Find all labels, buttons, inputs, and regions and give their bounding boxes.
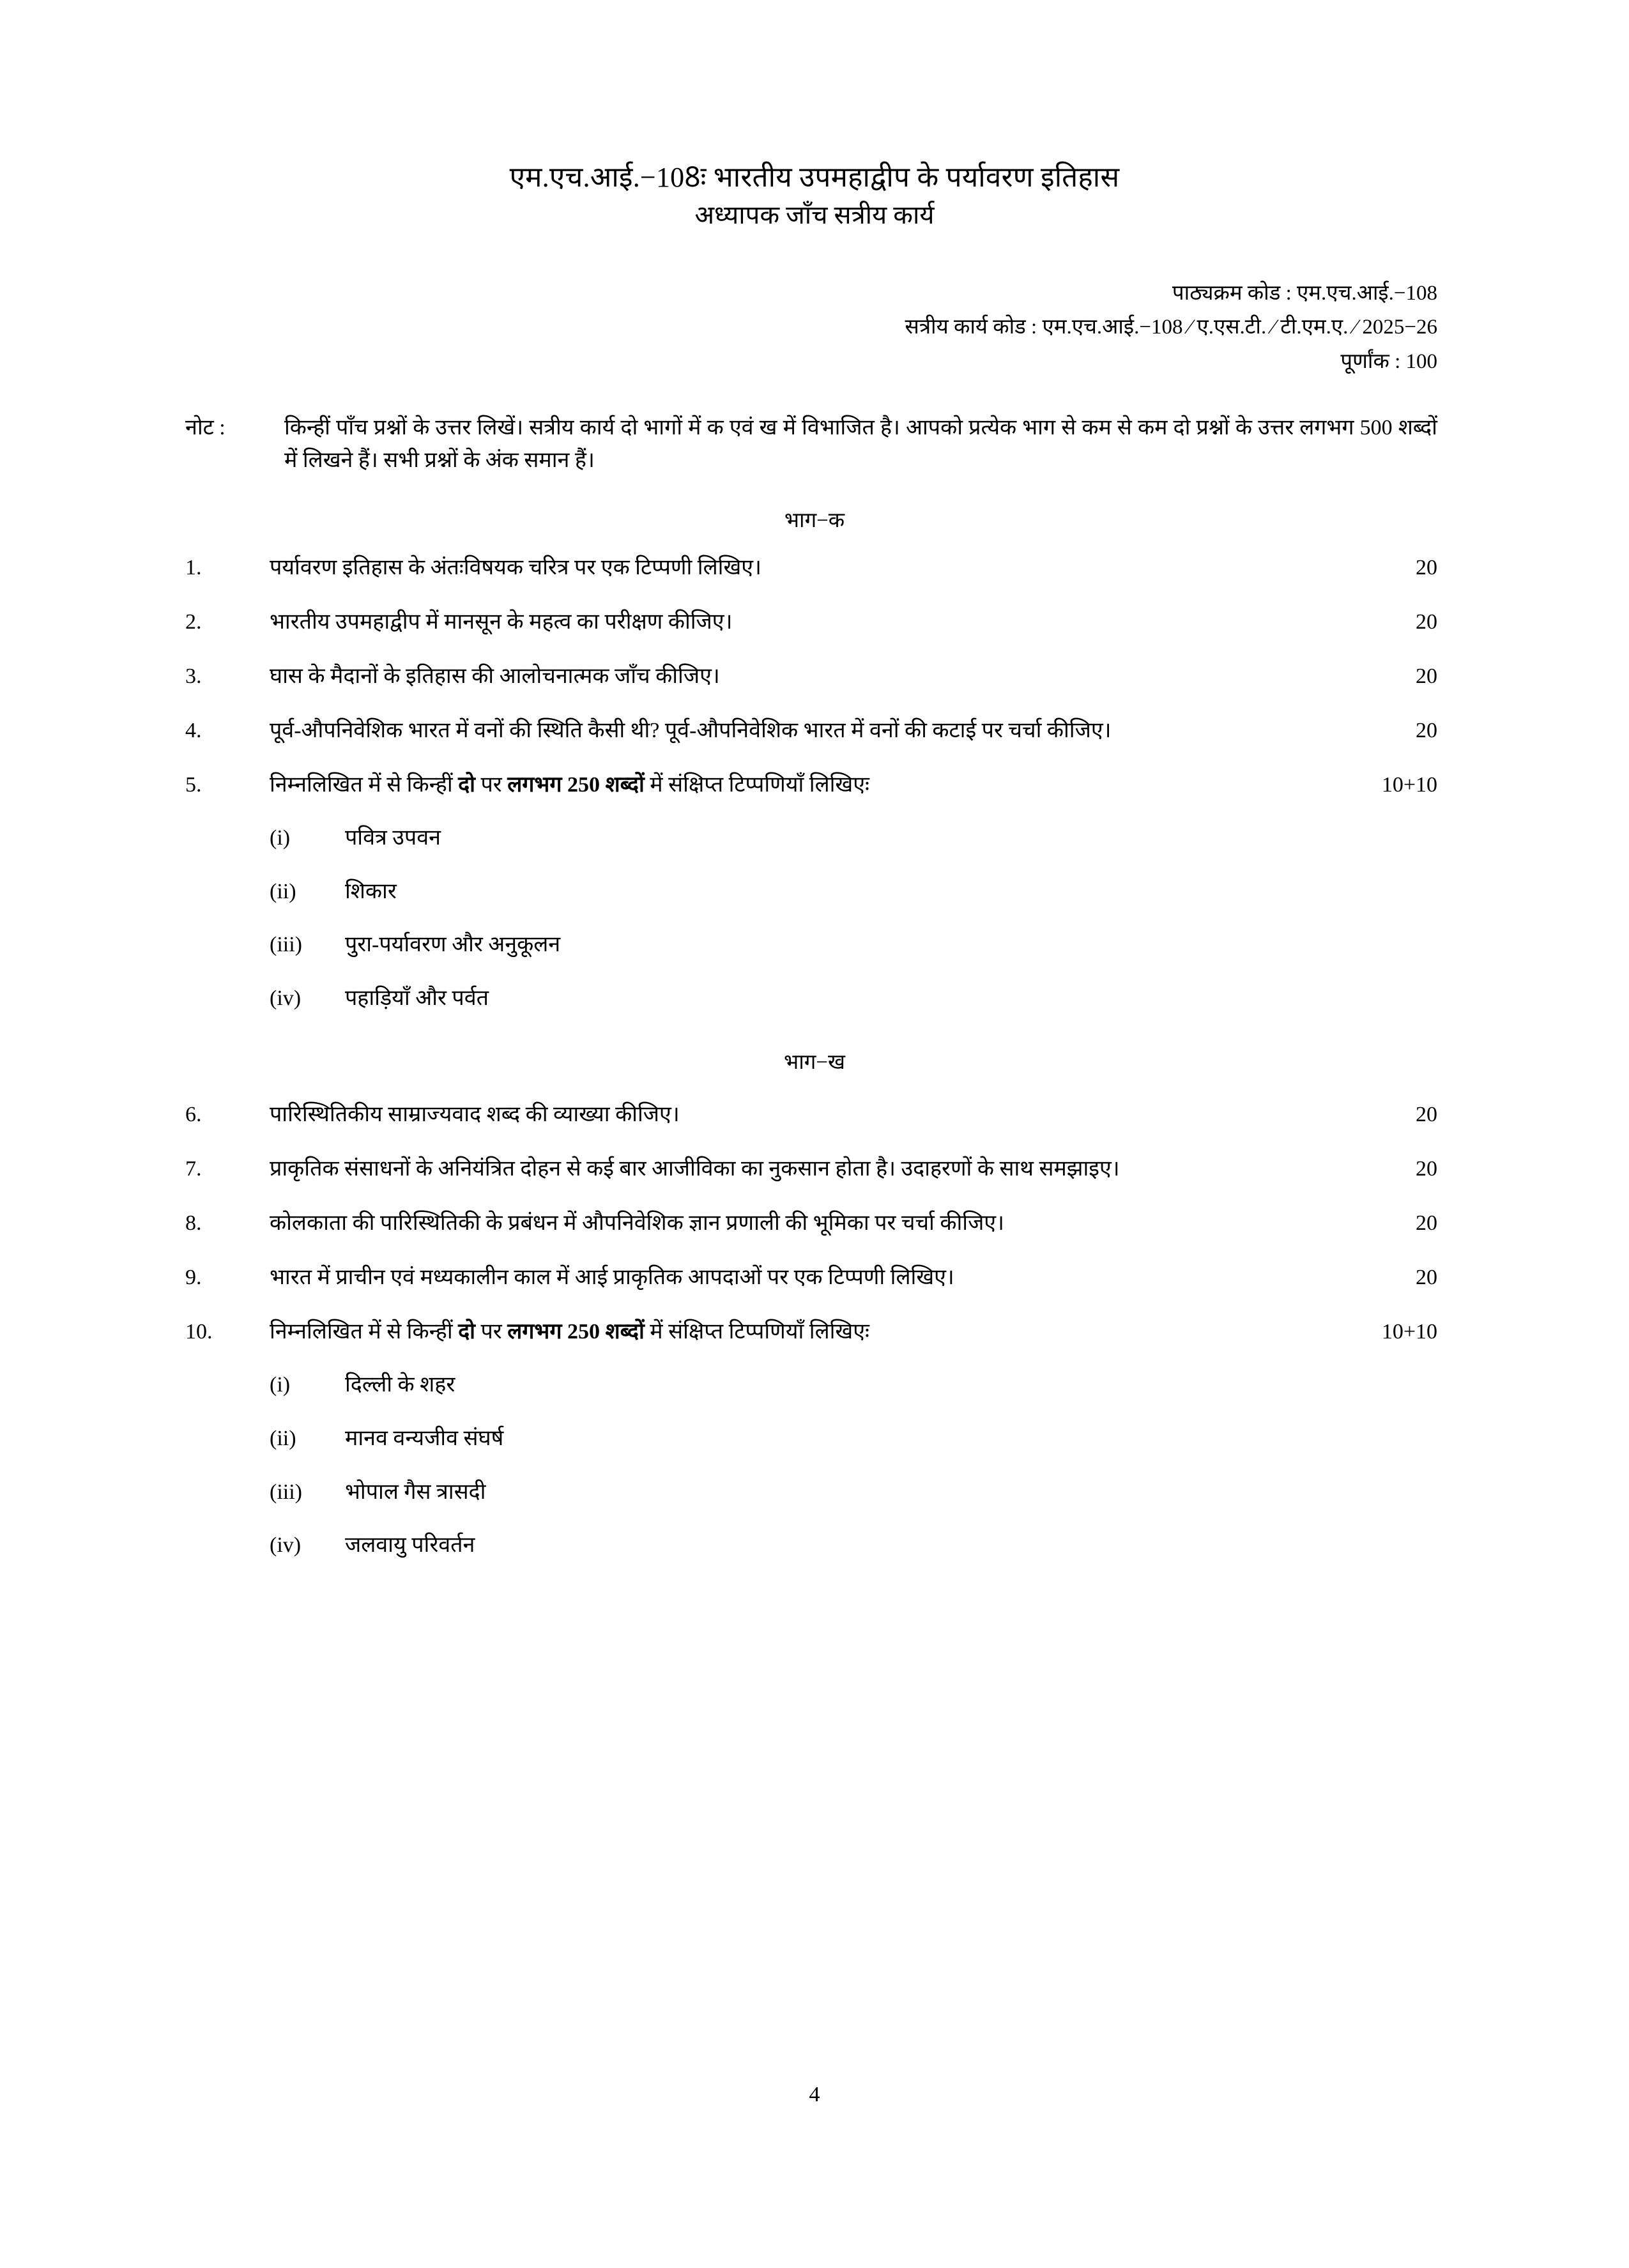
subitem-text: मानव वन्यजीव संघर्ष <box>345 1426 504 1450</box>
question-number: 5. <box>185 772 202 797</box>
question-text-span: पर <box>475 1320 508 1344</box>
course-code-block <box>0 277 1629 379</box>
question-number: 1. <box>185 555 202 579</box>
question-row <box>185 769 1437 801</box>
page-number: 4 <box>809 2083 820 2106</box>
question-number: 7. <box>185 1157 202 1181</box>
question-marks: 20 <box>1416 555 1437 579</box>
question-text <box>270 1098 1361 1131</box>
question-subitem <box>185 930 1437 960</box>
total-marks-line: पूर्णांक : 100 <box>1340 349 1437 373</box>
question-subitem-list <box>185 1370 1437 1560</box>
question-marks: 10+10 <box>1381 1320 1437 1344</box>
note-text: किन्हीं पाँच प्रश्नों के उत्तर लिखें। सत्रीय कार्य दो भागों में क एवं ख में विभाजित है। आपको प्रत्येक भाग से कम से कम दो प्रश्नों के उत्तर लगभग 500 शब्दों में लिखने हैं। सभी प्रश्नों के अंक समान हैं। <box>284 416 1437 472</box>
question-marks: 20 <box>1416 664 1437 688</box>
question-text-span: पर्यावरण इतिहास के अंतःविषयक चरित्र पर एक टिप्पणी लिखिए। <box>270 555 761 579</box>
question-number: 2. <box>185 609 202 634</box>
question-subitem <box>185 1370 1437 1400</box>
question-text <box>270 551 1361 584</box>
question-text <box>270 1261 1361 1294</box>
question-number: 6. <box>185 1103 202 1127</box>
question-subitem <box>185 983 1437 1014</box>
section-heading: भाग−क <box>784 509 845 532</box>
subitem-text: पहाड़ियाँ और पर्वत <box>345 986 489 1010</box>
subitem-label: (iii) <box>270 933 302 957</box>
subitem-text: जलवायु परिवर्तन <box>345 1533 475 1558</box>
question-row <box>185 1153 1437 1185</box>
question-text-span: कोलकाता की पारिस्थितिकी के प्रबंधन में औपनिवेशिक ज्ञान प्रणाली की भूमिका पर चर्चा कीजिए। <box>270 1211 1004 1236</box>
question-text-span: भारत में प्राचीन एवं मध्यकालीन काल में आई प्राकृतिक आपदाओं पर एक टिप्पणी लिखिए। <box>270 1266 954 1290</box>
question-text-span: पर <box>475 772 508 797</box>
question-text-span: भारतीय उपमहाद्वीप में मानसून के महत्व का परीक्षण कीजिए। <box>270 609 733 634</box>
question-text <box>270 660 1361 693</box>
question-subitem <box>185 1477 1437 1508</box>
question-marks: 20 <box>1416 1266 1437 1290</box>
question-number: 4. <box>185 718 202 742</box>
question-text-span: निम्नलिखित में से किन्हीं <box>270 772 459 797</box>
question-text <box>270 1153 1361 1185</box>
subitem-label: (ii) <box>270 1426 296 1450</box>
question-row <box>185 1207 1437 1239</box>
question-row <box>185 660 1437 693</box>
question-marks: 20 <box>1416 1211 1437 1236</box>
subitem-label: (iv) <box>270 986 302 1010</box>
subitem-label: (iii) <box>270 1480 302 1504</box>
subitem-text: दिल्ली के शहर <box>345 1373 455 1397</box>
question-marks: 10+10 <box>1381 772 1437 797</box>
question-text-emphasis: लगभग 250 शब्दों <box>507 772 645 797</box>
section-heading: भाग−ख <box>784 1051 845 1075</box>
question-row <box>185 551 1437 584</box>
note-block <box>0 412 1629 477</box>
course-code-line: पाठ्यक्रम कोड : एम.एच.आई.−108 <box>1172 282 1437 305</box>
question-text-span: में संक्षिप्त टिप्पणियाँ लिखिएः <box>644 772 869 797</box>
subitem-text: पवित्र उपवन <box>345 825 441 850</box>
question-number: 3. <box>185 664 202 688</box>
page-subtitle: अध्यापक जाँच सत्रीय कार्य <box>694 201 935 229</box>
document-header <box>0 160 1629 232</box>
document-page <box>0 160 1629 2268</box>
subitem-text: पुरा-पर्यावरण और अनुकूलन <box>345 933 561 957</box>
question-number: 9. <box>185 1266 202 1290</box>
question-number: 10. <box>185 1320 213 1344</box>
question-text-span: पारिस्थितिकीय साम्राज्यवाद शब्द की व्याख्या कीजिए। <box>270 1103 680 1127</box>
question-row <box>185 606 1437 638</box>
question-text-emphasis: दो <box>458 772 475 797</box>
question-marks: 20 <box>1416 1103 1437 1127</box>
question-row <box>185 714 1437 747</box>
question-marks: 20 <box>1416 1157 1437 1181</box>
subitem-label: (i) <box>270 1373 291 1397</box>
subitem-label: (i) <box>270 825 291 850</box>
question-text <box>270 769 1361 801</box>
question-list <box>0 551 1629 1013</box>
question-marks: 20 <box>1416 609 1437 634</box>
question-subitem <box>185 1423 1437 1454</box>
question-subitem-list <box>185 823 1437 1013</box>
subitem-text: भोपाल गैस त्रासदी <box>345 1480 486 1504</box>
question-subitem <box>185 877 1437 907</box>
question-subitem <box>185 1530 1437 1561</box>
subitem-label: (ii) <box>270 879 296 903</box>
question-number: 8. <box>185 1211 202 1236</box>
question-text-emphasis: दो <box>458 1320 475 1344</box>
sections-container <box>0 505 1629 1561</box>
question-row <box>185 1098 1437 1131</box>
question-text-span: घास के मैदानों के इतिहास की आलोचनात्मक जाँच कीजिए। <box>270 664 720 688</box>
question-marks: 20 <box>1416 718 1437 742</box>
subitem-label: (iv) <box>270 1533 302 1558</box>
question-text-span: में संक्षिप्त टिप्पणियाँ लिखिएः <box>644 1320 869 1344</box>
question-text-span: निम्नलिखित में से किन्हीं <box>270 1320 459 1344</box>
question-text-span: पूर्व-औपनिवेशिक भारत में वनों की स्थिति कैसी थी? पूर्व-औपनिवेशिक भारत में वनों की कटाई पर चर्चा कीजिए। <box>270 718 1112 742</box>
question-text <box>270 714 1361 747</box>
note-label: नोट : <box>185 416 226 440</box>
assignment-code-line: सत्रीय कार्य कोड : एम.एच.आई.−108 ⁄ ए.एस.टी. ⁄ टी.एम.ए. ⁄ 2025−26 <box>905 316 1437 339</box>
question-text-emphasis: लगभग 250 शब्दों <box>507 1320 645 1344</box>
question-text <box>270 606 1361 638</box>
question-row <box>185 1261 1437 1294</box>
question-list <box>0 1098 1629 1560</box>
question-text <box>270 1207 1361 1239</box>
question-text <box>270 1315 1361 1348</box>
page-title: एम.एच.आई.−108ः भारतीय उपमहाद्वीप के पर्यावरण इतिहास <box>509 162 1120 193</box>
question-text-span: प्राकृतिक संसाधनों के अनियंत्रित दोहन से कई बार आजीविका का नुकसान होता है। उदाहरणों के साथ समझाइए। <box>270 1157 1120 1181</box>
question-row <box>185 1315 1437 1348</box>
subitem-text: शिकार <box>345 879 397 903</box>
question-subitem <box>185 823 1437 854</box>
